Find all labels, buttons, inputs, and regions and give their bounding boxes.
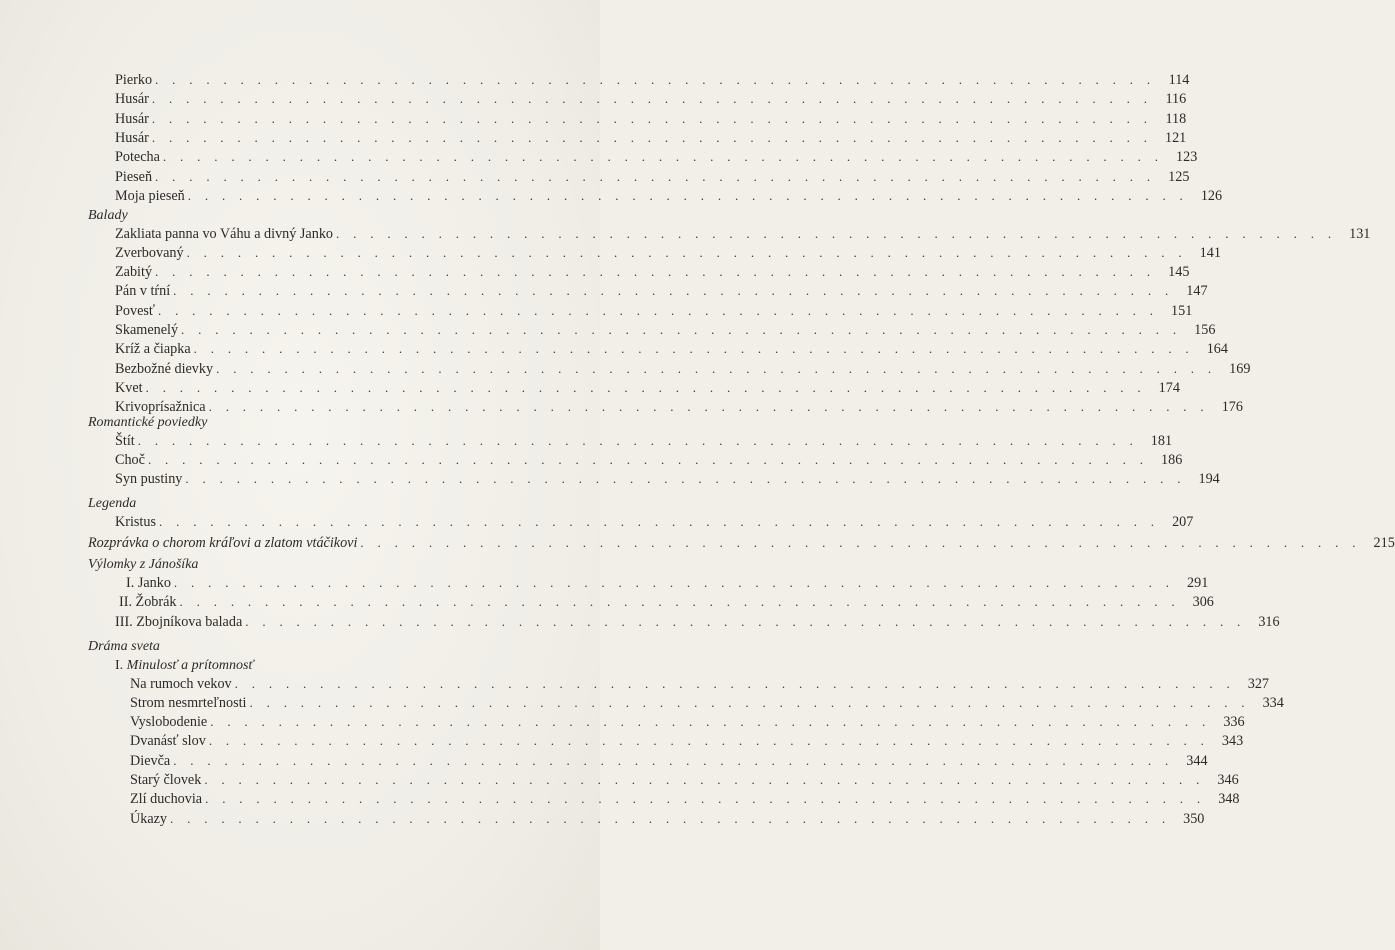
toc-entry-title: Pieseň xyxy=(115,168,153,185)
toc-entry-title: Úkazy xyxy=(130,810,168,827)
toc-page-number: 169 xyxy=(1229,360,1251,377)
toc-page-number: 174 xyxy=(1158,379,1180,396)
dot-leader: . . . . . . . . . . . . . . . . . . . . . . . . . . . . . . . . . . . . . . . . . . . . . . . . . . . . . . . . . . . xyxy=(173,283,1174,299)
toc-entry-title: Vyslobodenie xyxy=(130,714,208,731)
toc-entry xyxy=(115,339,1228,359)
toc-page-number: 186 xyxy=(1161,451,1183,468)
toc-page-number: 181 xyxy=(1150,432,1173,449)
toc-page-number: 334 xyxy=(1262,694,1284,711)
toc-page-number: 118 xyxy=(1165,110,1187,127)
toc-page-number: 141 xyxy=(1199,244,1221,261)
dot-leader: . . . . . . . . . . . . . . . . . . . . . . . . . . . . . . . . . . . . . . . . . . . . . . . . . . . . . . . . . . . xyxy=(193,341,1194,357)
dot-leader: . . . . . . . . . . . . . . . . . . . . . . . . . . . . . . . . . . . . . . . . . . . . . . . . . . . . . . . . . . . xyxy=(155,264,1156,280)
toc-page-number: 291 xyxy=(1187,575,1209,591)
toc-page-number: 316 xyxy=(1258,613,1280,630)
toc-entry xyxy=(130,770,1239,790)
toc-entry xyxy=(130,674,1270,694)
toc-entry xyxy=(119,592,1214,612)
dot-leader: . . . . . . . . . . . . . . . . . . . . . . . . . . . . . . . . . . . . . . . . . . . . . . . . . . . . . . . . . . . xyxy=(151,110,1153,126)
dot-leader: . . . . . . . . . . . . . . . . . . . . . . . . . . . . . . . . . . . . . . . . . . . . . . . . . . . . . . . . . . . xyxy=(360,535,1361,550)
toc-entry xyxy=(115,281,1208,301)
dot-leader: . . . . . . . . . . . . . . . . . . . . . . . . . . . . . . . . . . . . . . . . . . . . . . . . . . . . . . . . . . . xyxy=(173,752,1174,768)
toc-entry-title: Zlí duchovia xyxy=(130,791,203,808)
toc-entry xyxy=(115,128,1187,148)
toc-entry-title: Krivoprísažnica xyxy=(115,399,206,416)
toc-page-number: 306 xyxy=(1192,594,1214,611)
dot-leader: . . . . . . . . . . . . . . . . . . . . . . . . . . . . . . . . . . . . . . . . . . . . . . . . . . . . . . . . . . . xyxy=(187,187,1189,203)
dot-leader: . . . . . . . . . . . . . . . . . . . . . . . . . . . . . . . . . . . . . . . . . . . . . . . . . . . . . . . . . . . xyxy=(208,733,1210,749)
toc-page-number: 207 xyxy=(1172,514,1194,530)
toc-page-number: 151 xyxy=(1171,302,1193,319)
dot-leader: . . . . . . . . . . . . . . . . . . . . . . . . . . . . . . . . . . . . . . . . . . . . . . . . . . . . . . . . . . . xyxy=(173,575,1175,590)
section-romanticke-poviedky: Romantické poviedky xyxy=(88,415,208,430)
toc-page-number: 123 xyxy=(1176,149,1198,166)
section-vylomky: Výlomky z Jánošíka xyxy=(88,557,199,572)
subsection-minulost: I. Minulosť a prítomnosť xyxy=(115,658,254,673)
toc-entry xyxy=(115,186,1223,206)
toc-entry-title: Skamenelý xyxy=(115,322,179,338)
toc-page-number: 348 xyxy=(1218,791,1240,808)
dot-leader: . . . . . . . . . . . . . . . . . . . . . . . . . . . . . . . . . . . . . . . . . . . . . . . . . . . . . . . . . . . xyxy=(216,360,1217,376)
toc-page-number: 327 xyxy=(1247,675,1270,692)
dot-leader: . . . . . . . . . . . . . . . . . . . . . . . . . . . . . . . . . . . . . . . . . . . . . . . . . . . . . . . . . . . xyxy=(170,810,1171,826)
toc-entry xyxy=(115,359,1251,379)
toc-entry xyxy=(130,809,1205,829)
dot-leader: . . . . . . . . . . . . . . . . . . . . . . . . . . . . . . . . . . . . . . . . . . . . . . . . . . . . . . . . . . . xyxy=(249,694,1250,710)
toc-page-number: 176 xyxy=(1221,399,1243,416)
dot-leader: . . . . . . . . . . . . . . . . . . . . . . . . . . . . . . . . . . . . . . . . . . . . . . . . . . . . . . . . . . . xyxy=(155,72,1156,87)
dot-leader: . . . . . . . . . . . . . . . . . . . . . . . . . . . . . . . . . . . . . . . . . . . . . . . . . . . . . . . . . . . xyxy=(185,471,1186,487)
toc-entry xyxy=(130,789,1240,809)
toc-page-number: 215 xyxy=(1373,535,1395,551)
toc-page-number: 344 xyxy=(1186,752,1208,769)
toc-entry xyxy=(115,70,1190,90)
toc-entry xyxy=(115,612,1280,632)
toc-page-number: 350 xyxy=(1183,810,1205,827)
toc-entry-title: Husár xyxy=(115,91,149,108)
toc-page-number: 114 xyxy=(1168,72,1190,88)
section-drama-sveta: Dráma sveta xyxy=(88,639,160,654)
toc-entry-title: Husár xyxy=(115,110,149,127)
toc-entry xyxy=(130,751,1208,771)
dot-leader: . . . . . . . . . . . . . . . . . . . . . . . . . . . . . . . . . . . . . . . . . . . . . . . . . . . . . . . . . . . xyxy=(245,613,1246,629)
toc-entry-rozpravka xyxy=(88,533,1395,553)
toc-entry-title: Na rumoch vekov xyxy=(130,675,232,692)
toc-entry-title: Pán v tŕní xyxy=(115,283,171,300)
toc-page-number: 164 xyxy=(1206,341,1228,358)
dot-leader: . . . . . . . . . . . . . . . . . . . . . . . . . . . . . . . . . . . . . . . . . . . . . . . . . . . . . . . . . . . xyxy=(147,451,1149,467)
toc-page-number: 346 xyxy=(1217,772,1239,788)
toc-page-number: 194 xyxy=(1198,471,1220,488)
toc-page-number: 125 xyxy=(1168,168,1190,185)
toc-entry xyxy=(115,262,1190,282)
section-balady: Balady xyxy=(88,208,128,223)
dot-leader: . . . . . . . . . . . . . . . . . . . . . . . . . . . . . . . . . . . . . . . . . . . . . . . . . . . . . . . . . . . xyxy=(186,244,1187,260)
toc-page-number: 147 xyxy=(1186,283,1208,300)
toc-entry-title: Štít xyxy=(115,432,135,449)
toc-entry-title: Strom nesmrteľnosti xyxy=(130,694,247,711)
toc-entry xyxy=(115,512,1194,532)
toc-page-number: 336 xyxy=(1223,714,1245,731)
toc-entry-title: Bezbožné dievky xyxy=(115,360,214,377)
toc-entry-title: Choč xyxy=(115,451,145,468)
toc-entry xyxy=(126,573,1209,593)
toc-entry-title: Kríž a čiapka xyxy=(115,341,191,358)
toc-entry-title: III. Zbojníkova balada xyxy=(115,613,243,630)
toc-entry-title: Povesť xyxy=(115,302,155,319)
toc-entry xyxy=(130,693,1284,713)
toc-entry-title: Moja pieseň xyxy=(115,187,185,204)
toc-entry-title: Zabitý xyxy=(115,264,153,281)
dot-leader: . . . . . . . . . . . . . . . . . . . . . . . . . . . . . . . . . . . . . . . . . . . . . . . . . . . . . . . . . . . xyxy=(179,594,1180,610)
toc-entry xyxy=(115,378,1180,398)
toc-entry xyxy=(115,167,1190,187)
toc-entry xyxy=(115,224,1371,244)
toc-entry-title: Dievča xyxy=(130,752,171,769)
toc-entry-title: Husár xyxy=(115,129,149,146)
toc-entry xyxy=(130,731,1244,751)
toc-entry-title: Syn pustiny xyxy=(115,471,183,488)
dot-leader: . . . . . . . . . . . . . . . . . . . . . . . . . . . . . . . . . . . . . . . . . . . . . . . . . . . . . . . . . . . xyxy=(205,791,1206,807)
toc-entry-title: Dvanásť slov xyxy=(130,733,206,750)
section-legenda: Legenda xyxy=(88,496,137,511)
dot-leader: . . . . . . . . . . . . . . . . . . . . . . . . . . . . . . . . . . . . . . . . . . . . . . . . . . . . . . . . . . . xyxy=(208,399,1209,415)
toc-entry xyxy=(115,243,1221,263)
dot-leader: . . . . . . . . . . . . . . . . . . . . . . . . . . . . . . . . . . . . . . . . . . . . . . . . . . . . . . . . . . . xyxy=(155,168,1156,184)
toc-page-number: 121 xyxy=(1164,129,1187,146)
toc-entry-title: Pierko xyxy=(115,72,153,88)
dot-leader: . . . . . . . . . . . . . . . . . . . . . . . . . . . . . . . . . . . . . . . . . . . . . . . . . . . . . . . . . . . xyxy=(151,91,1153,107)
toc-page-number: 145 xyxy=(1168,264,1190,281)
toc-entry-title: I. Janko xyxy=(126,575,171,591)
toc-entry xyxy=(130,712,1245,732)
dot-leader: . . . . . . . . . . . . . . . . . . . . . . . . . . . . . . . . . . . . . . . . . . . . . . . . . . . . . . . . . . . xyxy=(162,149,1164,165)
dot-leader: . . . . . . . . . . . . . . . . . . . . . . . . . . . . . . . . . . . . . . . . . . . . . . . . . . . . . . . . . . . xyxy=(145,379,1146,395)
dot-leader: . . . . . . . . . . . . . . . . . . . . . . . . . . . . . . . . . . . . . . . . . . . . . . . . . . . . . . . . . . . xyxy=(210,714,1211,730)
dot-leader: . . . . . . . . . . . . . . . . . . . . . . . . . . . . . . . . . . . . . . . . . . . . . . . . . . . . . . . . . . . xyxy=(151,129,1153,145)
toc-entry-title: Zakliata panna vo Váhu a divný Janko xyxy=(115,225,334,242)
toc-entry xyxy=(115,109,1187,129)
toc-entry xyxy=(115,320,1216,340)
toc-entry-title: Kvet xyxy=(115,379,143,396)
toc-page-number: 343 xyxy=(1221,733,1244,750)
dot-leader: . . . . . . . . . . . . . . . . . . . . . . . . . . . . . . . . . . . . . . . . . . . . . . . . . . . . . . . . . . . xyxy=(159,514,1160,529)
toc-page-number: 131 xyxy=(1349,225,1371,242)
toc-page-number: 116 xyxy=(1165,91,1187,108)
toc-entry xyxy=(115,89,1187,109)
toc-entry xyxy=(115,301,1193,321)
toc-entry xyxy=(115,147,1198,167)
dot-leader: . . . . . . . . . . . . . . . . . . . . . . . . . . . . . . . . . . . . . . . . . . . . . . . . . . . . . . . . . . . xyxy=(181,322,1182,337)
dot-leader: . . . . . . . . . . . . . . . . . . . . . . . . . . . . . . . . . . . . . . . . . . . . . . . . . . . . . . . . . . . xyxy=(204,772,1205,787)
toc-page-number: 156 xyxy=(1194,322,1216,338)
toc-entry xyxy=(115,431,1173,451)
toc-entry xyxy=(115,469,1220,489)
toc-entry-title: II. Žobrák xyxy=(119,594,177,611)
dot-leader: . . . . . . . . . . . . . . . . . . . . . . . . . . . . . . . . . . . . . . . . . . . . . . . . . . . . . . . . . . . xyxy=(234,675,1236,691)
dot-leader: . . . . . . . . . . . . . . . . . . . . . . . . . . . . . . . . . . . . . . . . . . . . . . . . . . . . . . . . . . . xyxy=(157,302,1159,318)
dot-leader: . . . . . . . . . . . . . . . . . . . . . . . . . . . . . . . . . . . . . . . . . . . . . . . . . . . . . . . . . . . xyxy=(137,432,1139,448)
toc-page-number: 126 xyxy=(1200,187,1223,204)
dot-leader: . . . . . . . . . . . . . . . . . . . . . . . . . . . . . . . . . . . . . . . . . . . . . . . . . . . . . . . . . . . xyxy=(336,225,1337,241)
toc-entry-title: Starý človek xyxy=(130,772,202,788)
toc-entry xyxy=(115,450,1183,470)
toc-entry-title: Potecha xyxy=(115,149,160,166)
toc-entry-title: Kristus xyxy=(115,514,156,530)
toc-entry-title: Rozprávka o chorom kráľovi a zlatom vtáčikovi xyxy=(88,535,358,551)
toc-entry-title: Zverbovaný xyxy=(115,244,184,261)
